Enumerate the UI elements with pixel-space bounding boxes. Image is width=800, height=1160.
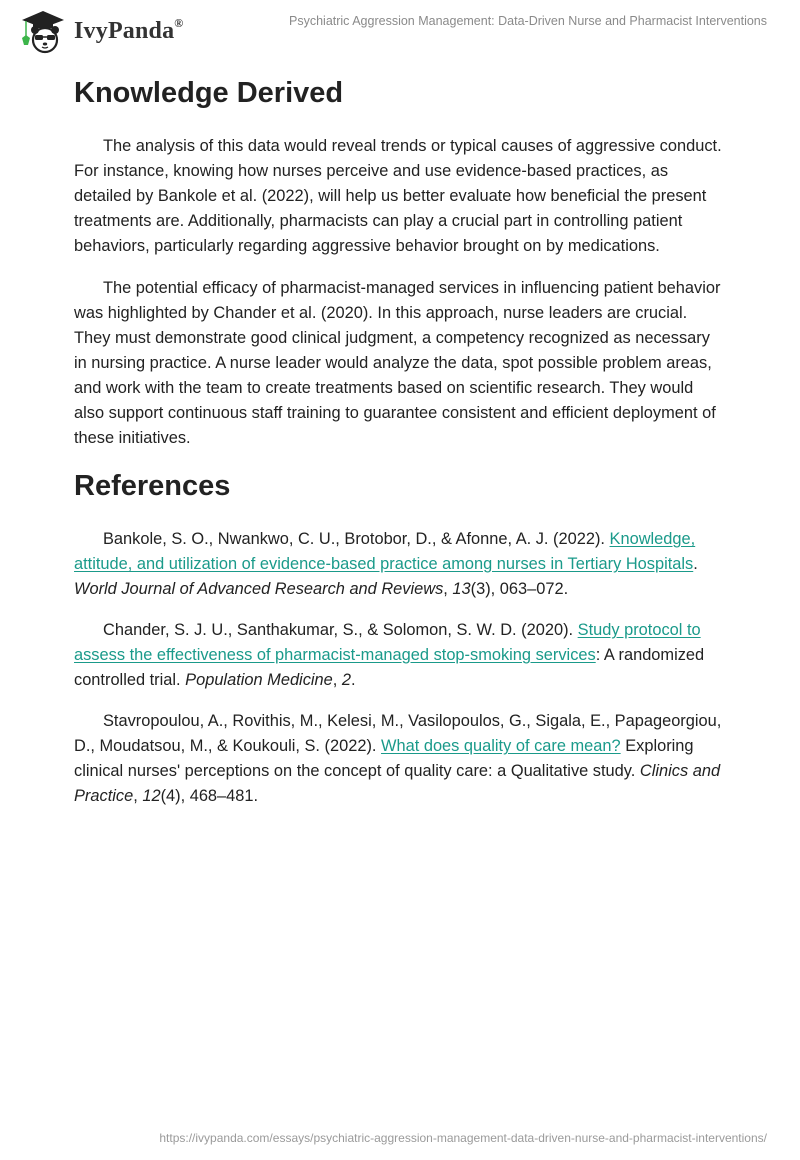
knowledge-derived-heading: Knowledge Derived [74,77,344,109]
reference-authors: Chander, S. J. U., Santhakumar, S., & Solomon, S. W. D. (2020). [103,621,578,639]
reference-item [74,709,724,809]
source-url[interactable]: https://ivypanda.com/essays/psychiatric-aggression-management-data-driven-nurse-and-pharmacist-interventions/ [159,1131,767,1145]
reference-item [74,618,724,693]
reference-item [74,527,724,602]
reference-pages: (4), 468–481. [160,787,259,805]
separator: , [443,580,453,598]
reference-authors: Bankole, S. O., Nwankwo, C. U., Brotobor, D., & Afonne, A. J. (2022). [103,530,610,548]
journal-volume: 13 [452,580,471,598]
separator: , [133,787,143,805]
body-paragraph: The analysis of this data would reveal trends or typical causes of aggressive conduct. For instance, knowing how nurses perceive and use evidence-based practices, as detailed by Bankole et al. (2022), will help us better evaluate how beneficial the present treatments are. Additionally, pharmacists can play a crucial part in controlling patient behaviors, particularly regarding aggressive behavior brought on by medications. [74,137,722,255]
journal-title: World Journal of Advanced Research and Reviews [74,580,444,598]
logo-text: IvyPanda® [74,15,184,44]
essay-content [74,70,724,809]
reference-link[interactable]: What does quality of care mean? [381,737,621,755]
reference-link[interactable]: Knowledge, attitude, and utilization of evidence-based practice among nurses in Tertiary Hospitals [74,530,696,573]
journal-volume: 12 [142,787,161,805]
journal-title: Population Medicine [185,671,333,689]
references-heading: References [74,470,231,502]
reference-authors: Stavropoulou, A., Rovithis, M., Kelesi, M., Vasilopoulos, G., Sigala, E., Papageorgiou, D., Moudatsou, M., & Koukouli, S. (2022). [74,712,722,755]
panda-graduate-icon [18,8,68,54]
reference-text: Exploring clinical nurses' perceptions on the concept of quality care: a Qualitative study. [74,737,694,780]
journal-title: Clinics and Practice [74,762,721,805]
reference-link[interactable]: Study protocol to assess the effectiveness of pharmacist-managed stop-smoking services [74,621,701,664]
page-header [0,0,800,60]
reference-text: : A randomized controlled trial. [74,646,705,689]
ivypanda-logo[interactable] [18,8,183,54]
document-title: Psychiatric Aggression Management: Data-Driven Nurse and Pharmacist Interventions [289,14,767,28]
reference-pages: (3), 063–072. [470,580,569,598]
journal-volume: 2 [341,671,352,689]
reference-pages: . [351,671,356,689]
separator: , [332,671,342,689]
reference-text: . [693,555,698,573]
body-paragraph: The potential efficacy of pharmacist-managed services in influencing patient behavior was highlighted by Chander et al. (2020). In this approach, nurse leaders are crucial. They must demonstrate good clinical judgment, a competency recognized as necessary in nursing practice. A nurse leader would analyze the data, spot possible problem areas, and work with the team to create treatments based on scientific research. They would also support continuous staff training to guarantee consistent and efficient deployment of these initiatives. [74,279,721,447]
